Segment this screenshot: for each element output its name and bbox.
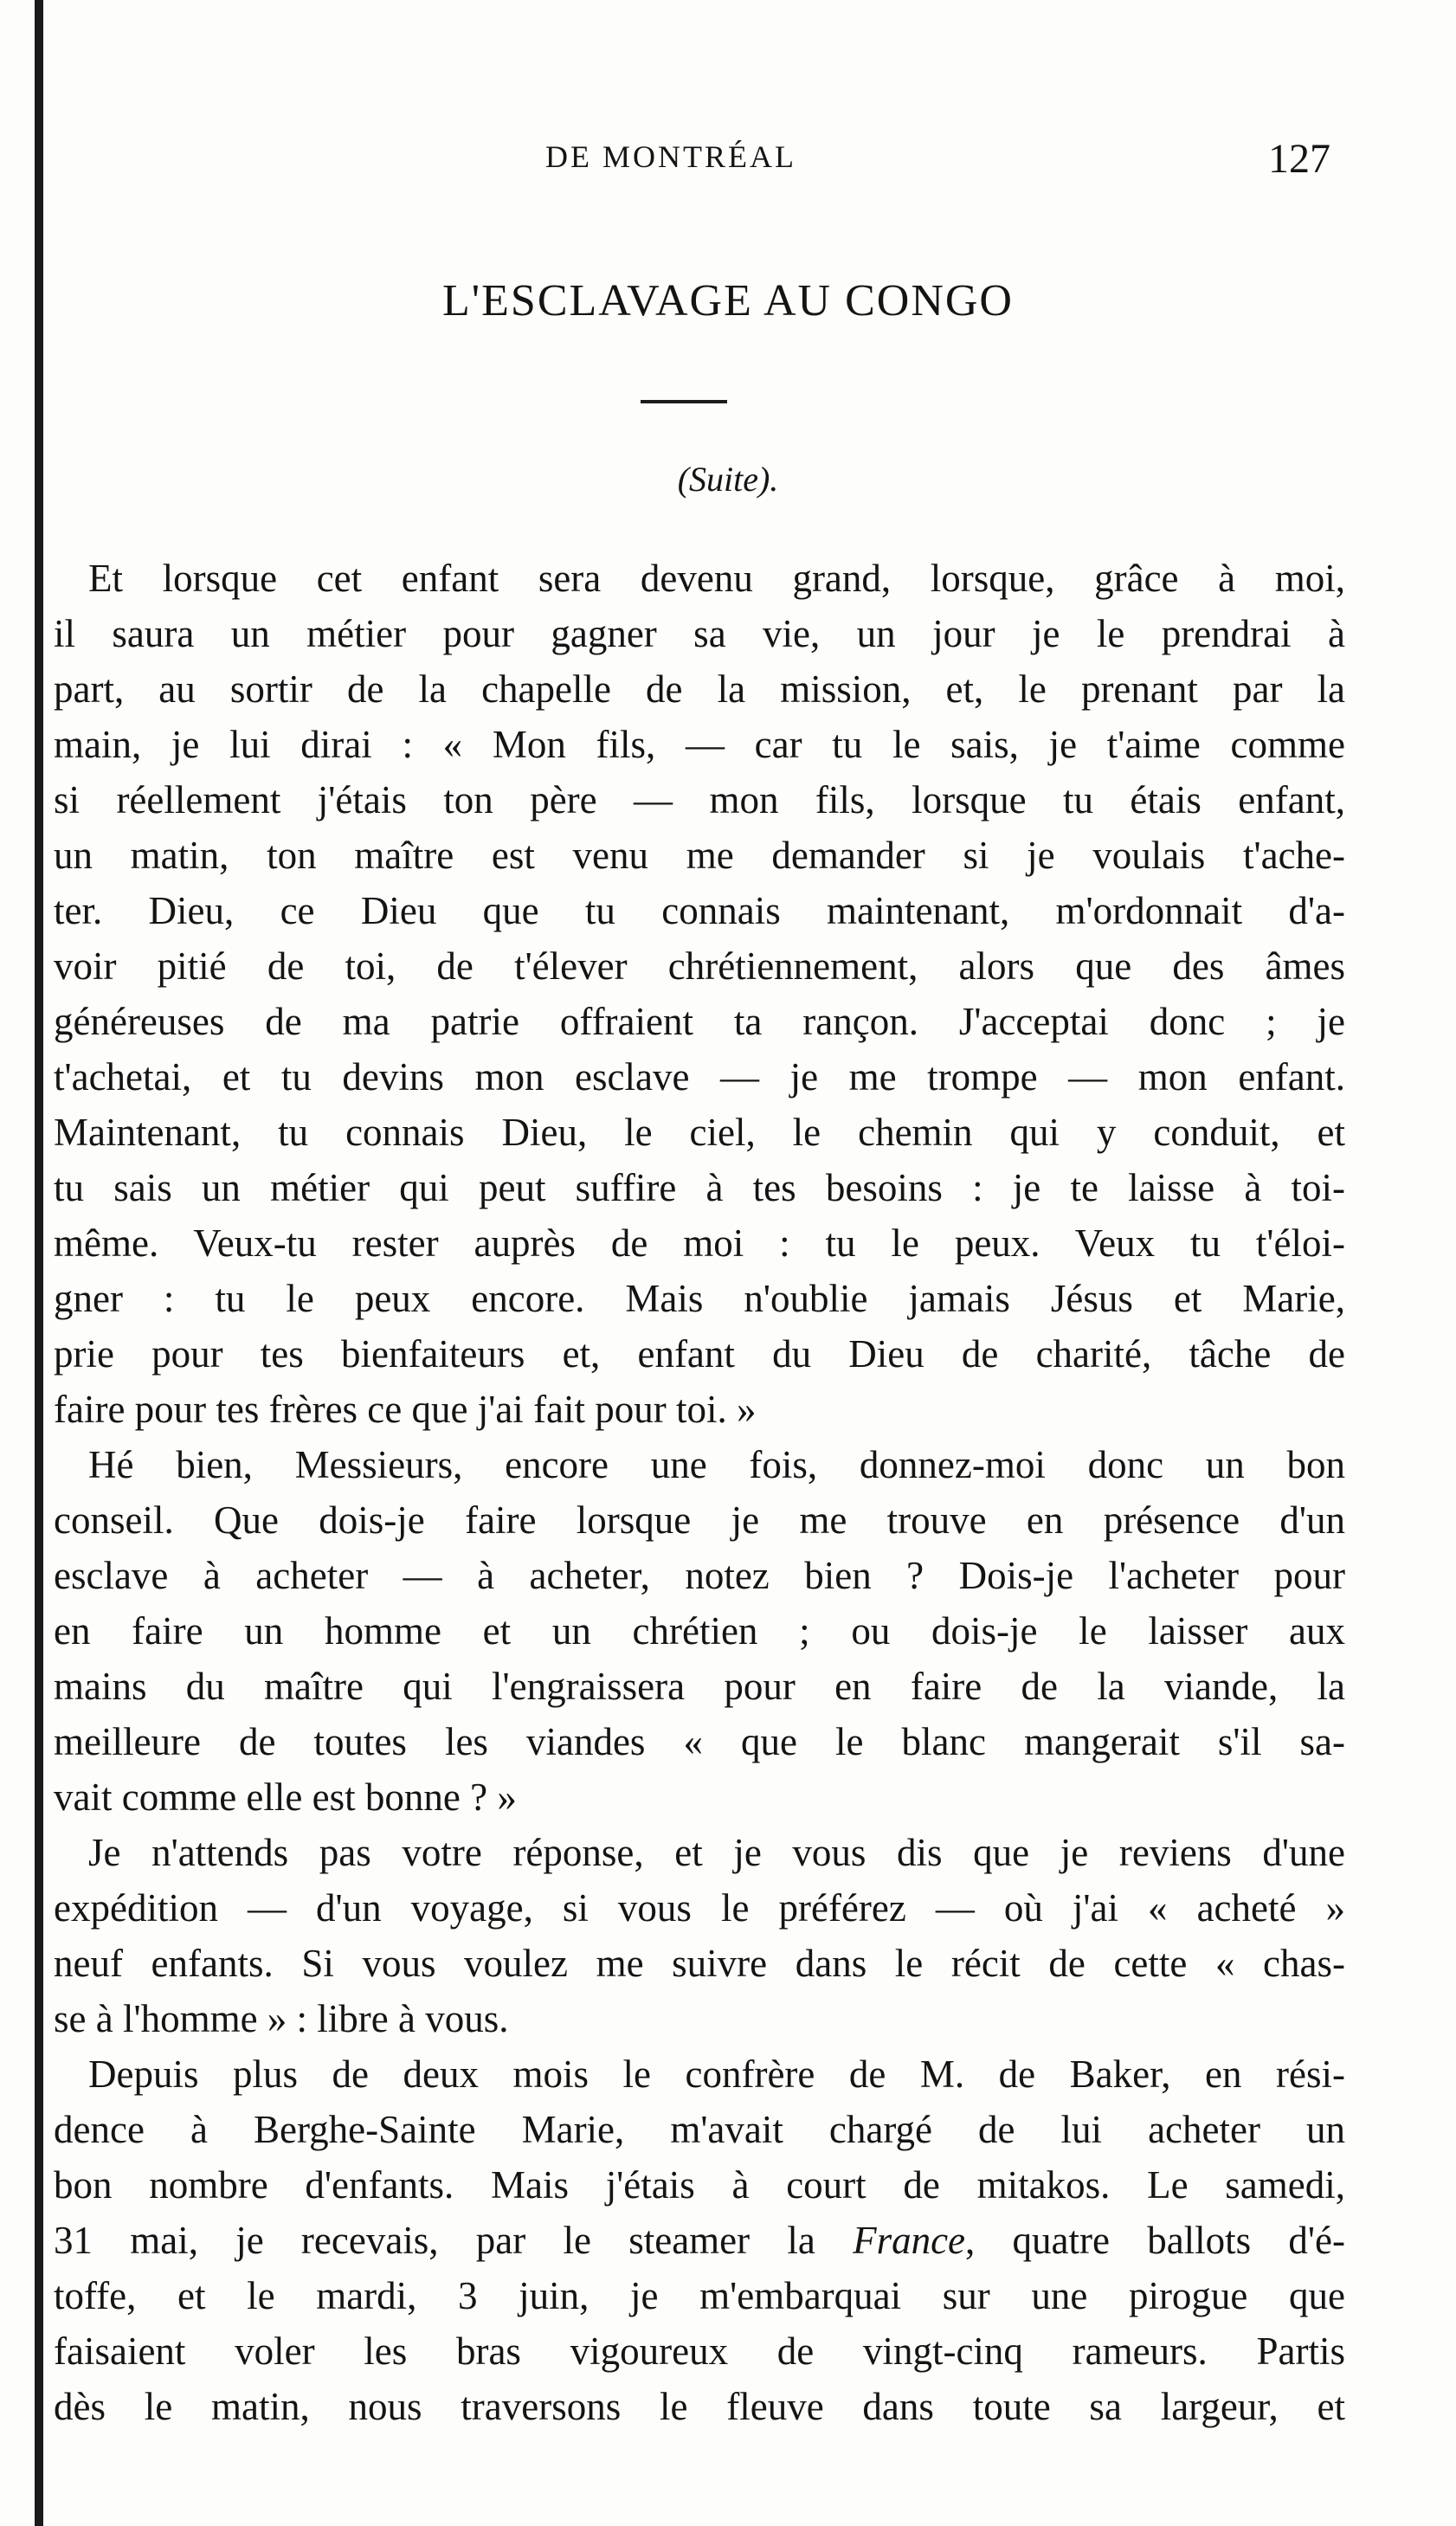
text-line: neuf enfants. Si vous voulez me suivre dans le récit de cette « chas-: [54, 1942, 1345, 1985]
text-line: faisaient voler les bras vigoureux de vingt-cinq rameurs. Partis: [54, 2329, 1345, 2373]
text-line: bon nombre d'enfants. Mais j'étais à court de mitakos. Le samedi,: [54, 2163, 1345, 2207]
text-line: Et lorsque cet enfant sera devenu grand, lorsque, grâce à moi,: [88, 557, 1345, 600]
article-title: L'ESCLAVAGE AU CONGO: [442, 276, 1014, 325]
text-line: même. Veux-tu rester auprès de moi : tu le peux. Veux tu t'éloi-: [54, 1221, 1345, 1265]
running-head: [0, 136, 1456, 190]
text-line: Maintenant, tu connais Dieu, le ciel, le chemin qui y conduit, et: [54, 1111, 1345, 1154]
text-line: Depuis plus de deux mois le confrère de M. de Baker, en rési-: [88, 2052, 1345, 2096]
text-line: vait comme elle est bonne ? »: [54, 1775, 517, 1819]
text-line: se à l'homme » : libre à vous.: [54, 1997, 509, 2040]
text-line: expédition — d'un voyage, si vous le préférez — où j'ai « acheté »: [54, 1886, 1345, 1930]
text-line: faire pour tes frères ce que j'ai fait pour toi. »: [54, 1388, 757, 1431]
text-line: toffe, et le mardi, 3 juin, je m'embarquai sur une pirogue que: [54, 2274, 1345, 2317]
text-line: Hé bien, Messieurs, encore une fois, donnez-moi donc un bon: [88, 1443, 1345, 1486]
ship-name: France: [853, 2219, 966, 2262]
binding-edge: [35, 0, 43, 2526]
page-number: 127: [1268, 136, 1330, 182]
text-line: généreuses de ma patrie offraient ta rançon. J'acceptai donc ; je: [54, 1000, 1345, 1043]
body-text: [54, 551, 1345, 2434]
text-line: Je n'attends pas votre réponse, et je vous dis que je reviens d'une: [88, 1831, 1345, 1874]
text-line: voir pitié de toi, de t'élever chrétiennement, alors que des âmes: [54, 944, 1345, 988]
text-line: part, au sortir de la chapelle de la mission, et, le prenant par la: [54, 667, 1345, 711]
text-line: esclave à acheter — à acheter, notez bien ? Dois-je l'acheter pour: [54, 1554, 1345, 1597]
text-line: gner : tu le peux encore. Mais n'oublie jamais Jésus et Marie,: [54, 1277, 1345, 1320]
text-line: mains du maître qui l'engraissera pour en faire de la viande, la: [54, 1665, 1345, 1708]
text-line: dence à Berghe-Sainte Marie, m'avait chargé de lui acheter un: [54, 2108, 1345, 2151]
text-line: 31 mai, je recevais, par le steamer la France, quatre ballots d'é-: [54, 2219, 1345, 2262]
running-title: DE MONTRÉAL: [545, 139, 796, 174]
title-rule: [641, 400, 727, 403]
text-line: si réellement j'étais ton père — mon fils, lorsque tu étais enfant,: [54, 778, 1345, 822]
text-line: t'achetai, et tu devins mon esclave — je me trompe — mon enfant.: [54, 1055, 1345, 1099]
text-line: meilleure de toutes les viandes « que le blanc mangerait s'il sa-: [54, 1720, 1345, 1763]
text-line: ter. Dieu, ce Dieu que tu connais maintenant, m'ordonnait d'a-: [54, 889, 1345, 932]
text-line: un matin, ton maître est venu me demander si je voulais t'ache-: [54, 834, 1345, 877]
text-line: dès le matin, nous traversons le fleuve dans toute sa largeur, et: [54, 2385, 1345, 2428]
text-line: en faire un homme et un chrétien ; ou dois-je le laisser aux: [54, 1609, 1345, 1653]
article-subtitle: (Suite).: [677, 460, 779, 499]
text-line: main, je lui dirai : « Mon fils, — car tu le sais, je t'aime comme: [54, 723, 1345, 766]
text-line: prie pour tes bienfaiteurs et, enfant du Dieu de charité, tâche de: [54, 1332, 1345, 1376]
text-line: conseil. Que dois-je faire lorsque je me trouve en présence d'un: [54, 1498, 1345, 1542]
text-line: il saura un métier pour gagner sa vie, un jour je le prendrai à: [54, 612, 1345, 655]
text-line: tu sais un métier qui peut suffire à tes besoins : je te laisse à toi-: [54, 1166, 1345, 1209]
